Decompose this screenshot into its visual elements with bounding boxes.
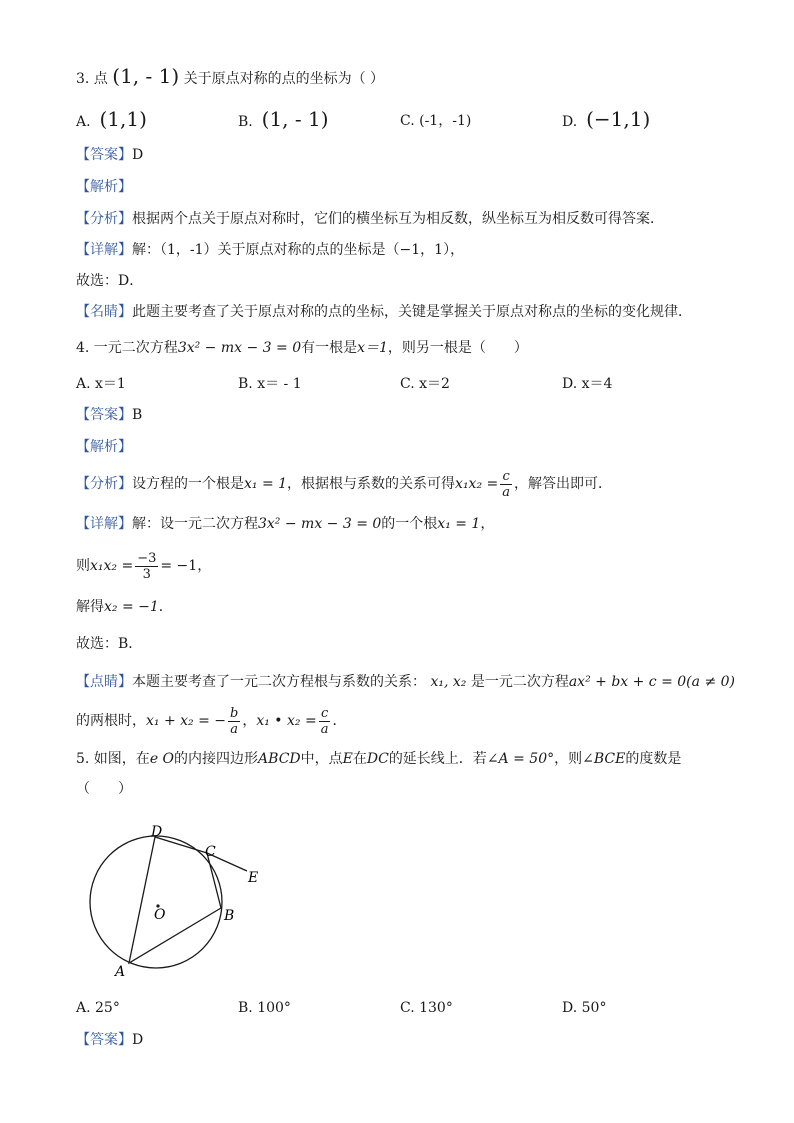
q4-option-b: B. x＝ - 1 [238,376,302,392]
q4-stem: 4. 一元二次方程3x² − mx − 3 = 0有一根是x＝1，则另一根是（ ） [76,340,528,356]
q5-stem: 5. 如图，在e O的内接四边形ABCD中，点E在DC的延长线上．若∠A = 50°，则∠BCE的度数是 [76,751,682,767]
q4-answer: 【答案】B [76,407,143,423]
label-b: B [224,908,235,924]
q3-mingjing: 【名睛】此题主要考查了关于原点对称的点的坐标，关键是掌握关于原点对称点的坐标的变化规律． [76,304,692,320]
q4-ze: 则x₁x₂ = $\frac{-3}{3}$ = −1， [76,550,212,582]
q4-option-d: D. x＝4 [562,376,613,392]
q4-option-c: C. x＝2 [400,376,450,392]
q5-option-d: D. 50° [562,1000,607,1016]
q5-stem-paren: （ ） [76,781,132,797]
label-a: A [115,964,126,980]
circle-o [90,836,222,968]
label-e: E [248,870,259,886]
q3-option-d: D. (−1,1) [562,107,651,131]
q4-fenxi: 【分析】设方程的一个根是x₁ = 1，根据根与系数的关系可得x₁x₂ = $\frac{c}{a}$ ，解答出即可． [76,468,613,500]
q3-stem [76,66,384,89]
q3-fenxi: 【分析】根据两个点关于原点对称时，它们的横坐标互为相反数，纵坐标互为相反数可得答案． [76,211,664,227]
label-c: C [205,844,216,860]
q3-option-c: C. (-1，-1) [400,113,472,129]
q4-option-a: A. x＝1 [76,376,126,392]
q4-dianjing: 【点睛】本题主要考查了一元二次方程根与系数的关系： x₁, x₂ 是一元二次方程ax² + bx + c = 0(a ≠ 0) [76,674,735,690]
q3-jiexi: 【解析】 [76,179,132,195]
q3-stem-point: (1, - 1) [112,64,180,88]
q4-jiede: 解得x₂ = −1． [76,599,173,615]
q4-jiexi: 【解析】 [76,439,132,455]
q3-guxuan: 故选：D． [76,273,144,289]
q3-answer: 【答案】D [76,147,144,163]
q3-stem-number: 3. 点 [76,71,108,87]
q5-option-a: A. 25° [76,1000,120,1016]
q4-xiangjie: 【详解】解：设一元二次方程3x² − mx − 3 = 0的一个根x₁ = 1， [76,516,495,532]
q4-liang: 的两根时，x₁ + x₂ = − $\frac{b}{a}$ ，x₁ • x₂ = $\frac{c}{a}$ ． [76,705,347,737]
q5-option-b: B. 100° [238,1000,291,1016]
q3-xiangjie: 【详解】解：（1，-1）关于原点对称的点的坐标是（−1，1）， [76,242,465,258]
q5-figure [84,818,274,988]
label-o: O [154,907,166,923]
q3-stem-text: 关于原点对称的点的坐标为（ ） [183,71,385,87]
q5-answer: 【答案】D [76,1032,144,1048]
q3-option-a: A. (1,1) [76,107,147,131]
q3-option-b: B. (1, - 1) [238,107,329,131]
label-d: D [151,824,163,840]
q4-guxuan: 故选：B． [76,636,143,652]
q5-option-c: C. 130° [400,1000,453,1016]
